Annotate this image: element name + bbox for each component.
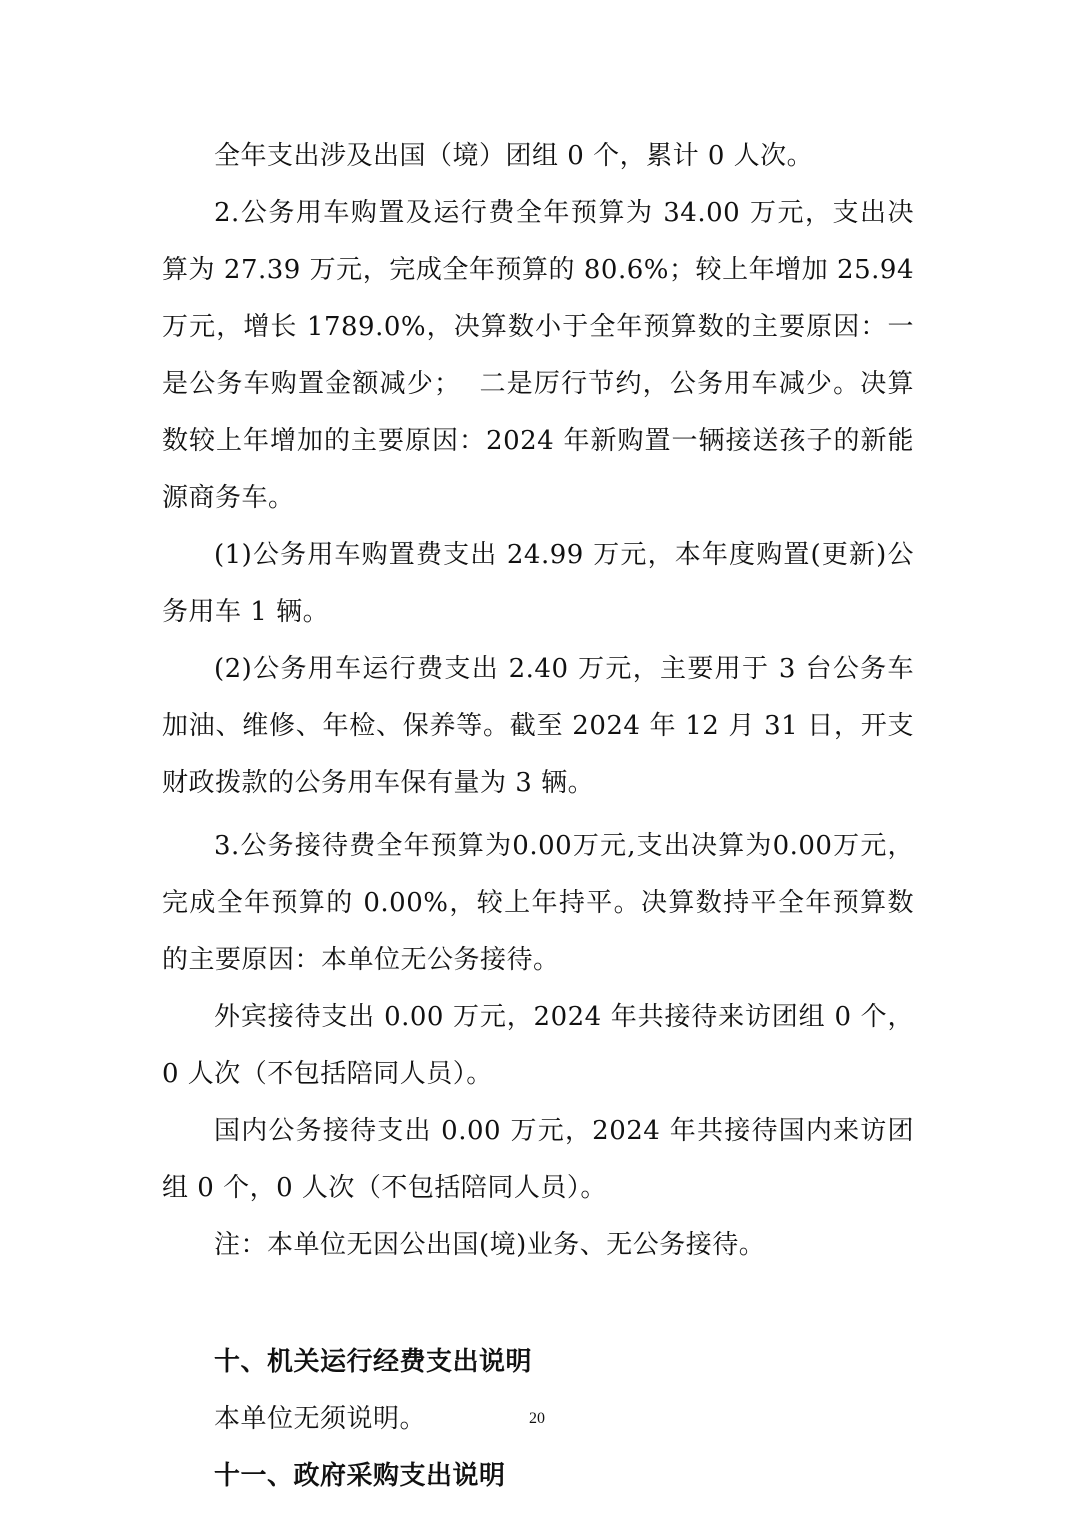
section-heading-10: 十、机关运行经费支出说明 — [214, 1347, 533, 1377]
section-heading-11: 十一、政府采购支出说明 — [214, 1461, 506, 1491]
section-10-body: 本单位无须说明。 — [214, 1404, 427, 1434]
paragraph-reception-summary: 3.公务接待费全年预算为0.00万元,支出决算为0.00万元，完成全年预算的 0.00%，较上年持平。决算数持平全年预算数的主要原因：本单位无公务接待。 — [162, 831, 914, 975]
paragraph-foreign-reception: 外宾接待支出 0.00 万元，2024 年共接待来访团组 0 个，0 人次（不包括陪同人员）。 — [162, 1002, 914, 1089]
page-number: 20 — [529, 1410, 545, 1427]
paragraph-vehicle-purchase: (1)公务用车购置费支出 24.99 万元，本年度购置(更新)公务用车 1 辆。 — [162, 540, 914, 627]
paragraph-outbound-groups: 全年支出涉及出国（境）团组 0 个，累计 0 人次。 — [214, 141, 814, 171]
paragraph-note: 注：本单位无因公出国(境)业务、无公务接待。 — [214, 1230, 766, 1260]
paragraph-vehicle-operation: (2)公务用车运行费支出 2.40 万元，主要用于 3 台公务车加油、维修、年检、保养等。截至 2024 年 12 月 31 日，开支财政拨款的公务用车保有量为 3 辆。 — [162, 654, 914, 798]
paragraph-vehicle-summary: 2.公务用车购置及运行费全年预算为 34.00 万元，支出决算为 27.39 万元，完成全年预算的 80.6%；较上年增加 25.94 万元，增长 1789.0%，决算数小于全年预算数的主要原因：一是公务车购置金额减少； 二是厉行节约，公务用车减少。决算数较上年增加的主要原因：2024 年新购置一辆接送孩子的新能源商务车。 — [162, 198, 923, 513]
paragraph-domestic-reception: 国内公务接待支出 0.00 万元，2024 年共接待国内来访团组 0 个，0 人次（不包括陪同人员）。 — [162, 1116, 914, 1203]
page-content — [162, 128, 923, 1505]
spacer — [162, 1274, 914, 1334]
